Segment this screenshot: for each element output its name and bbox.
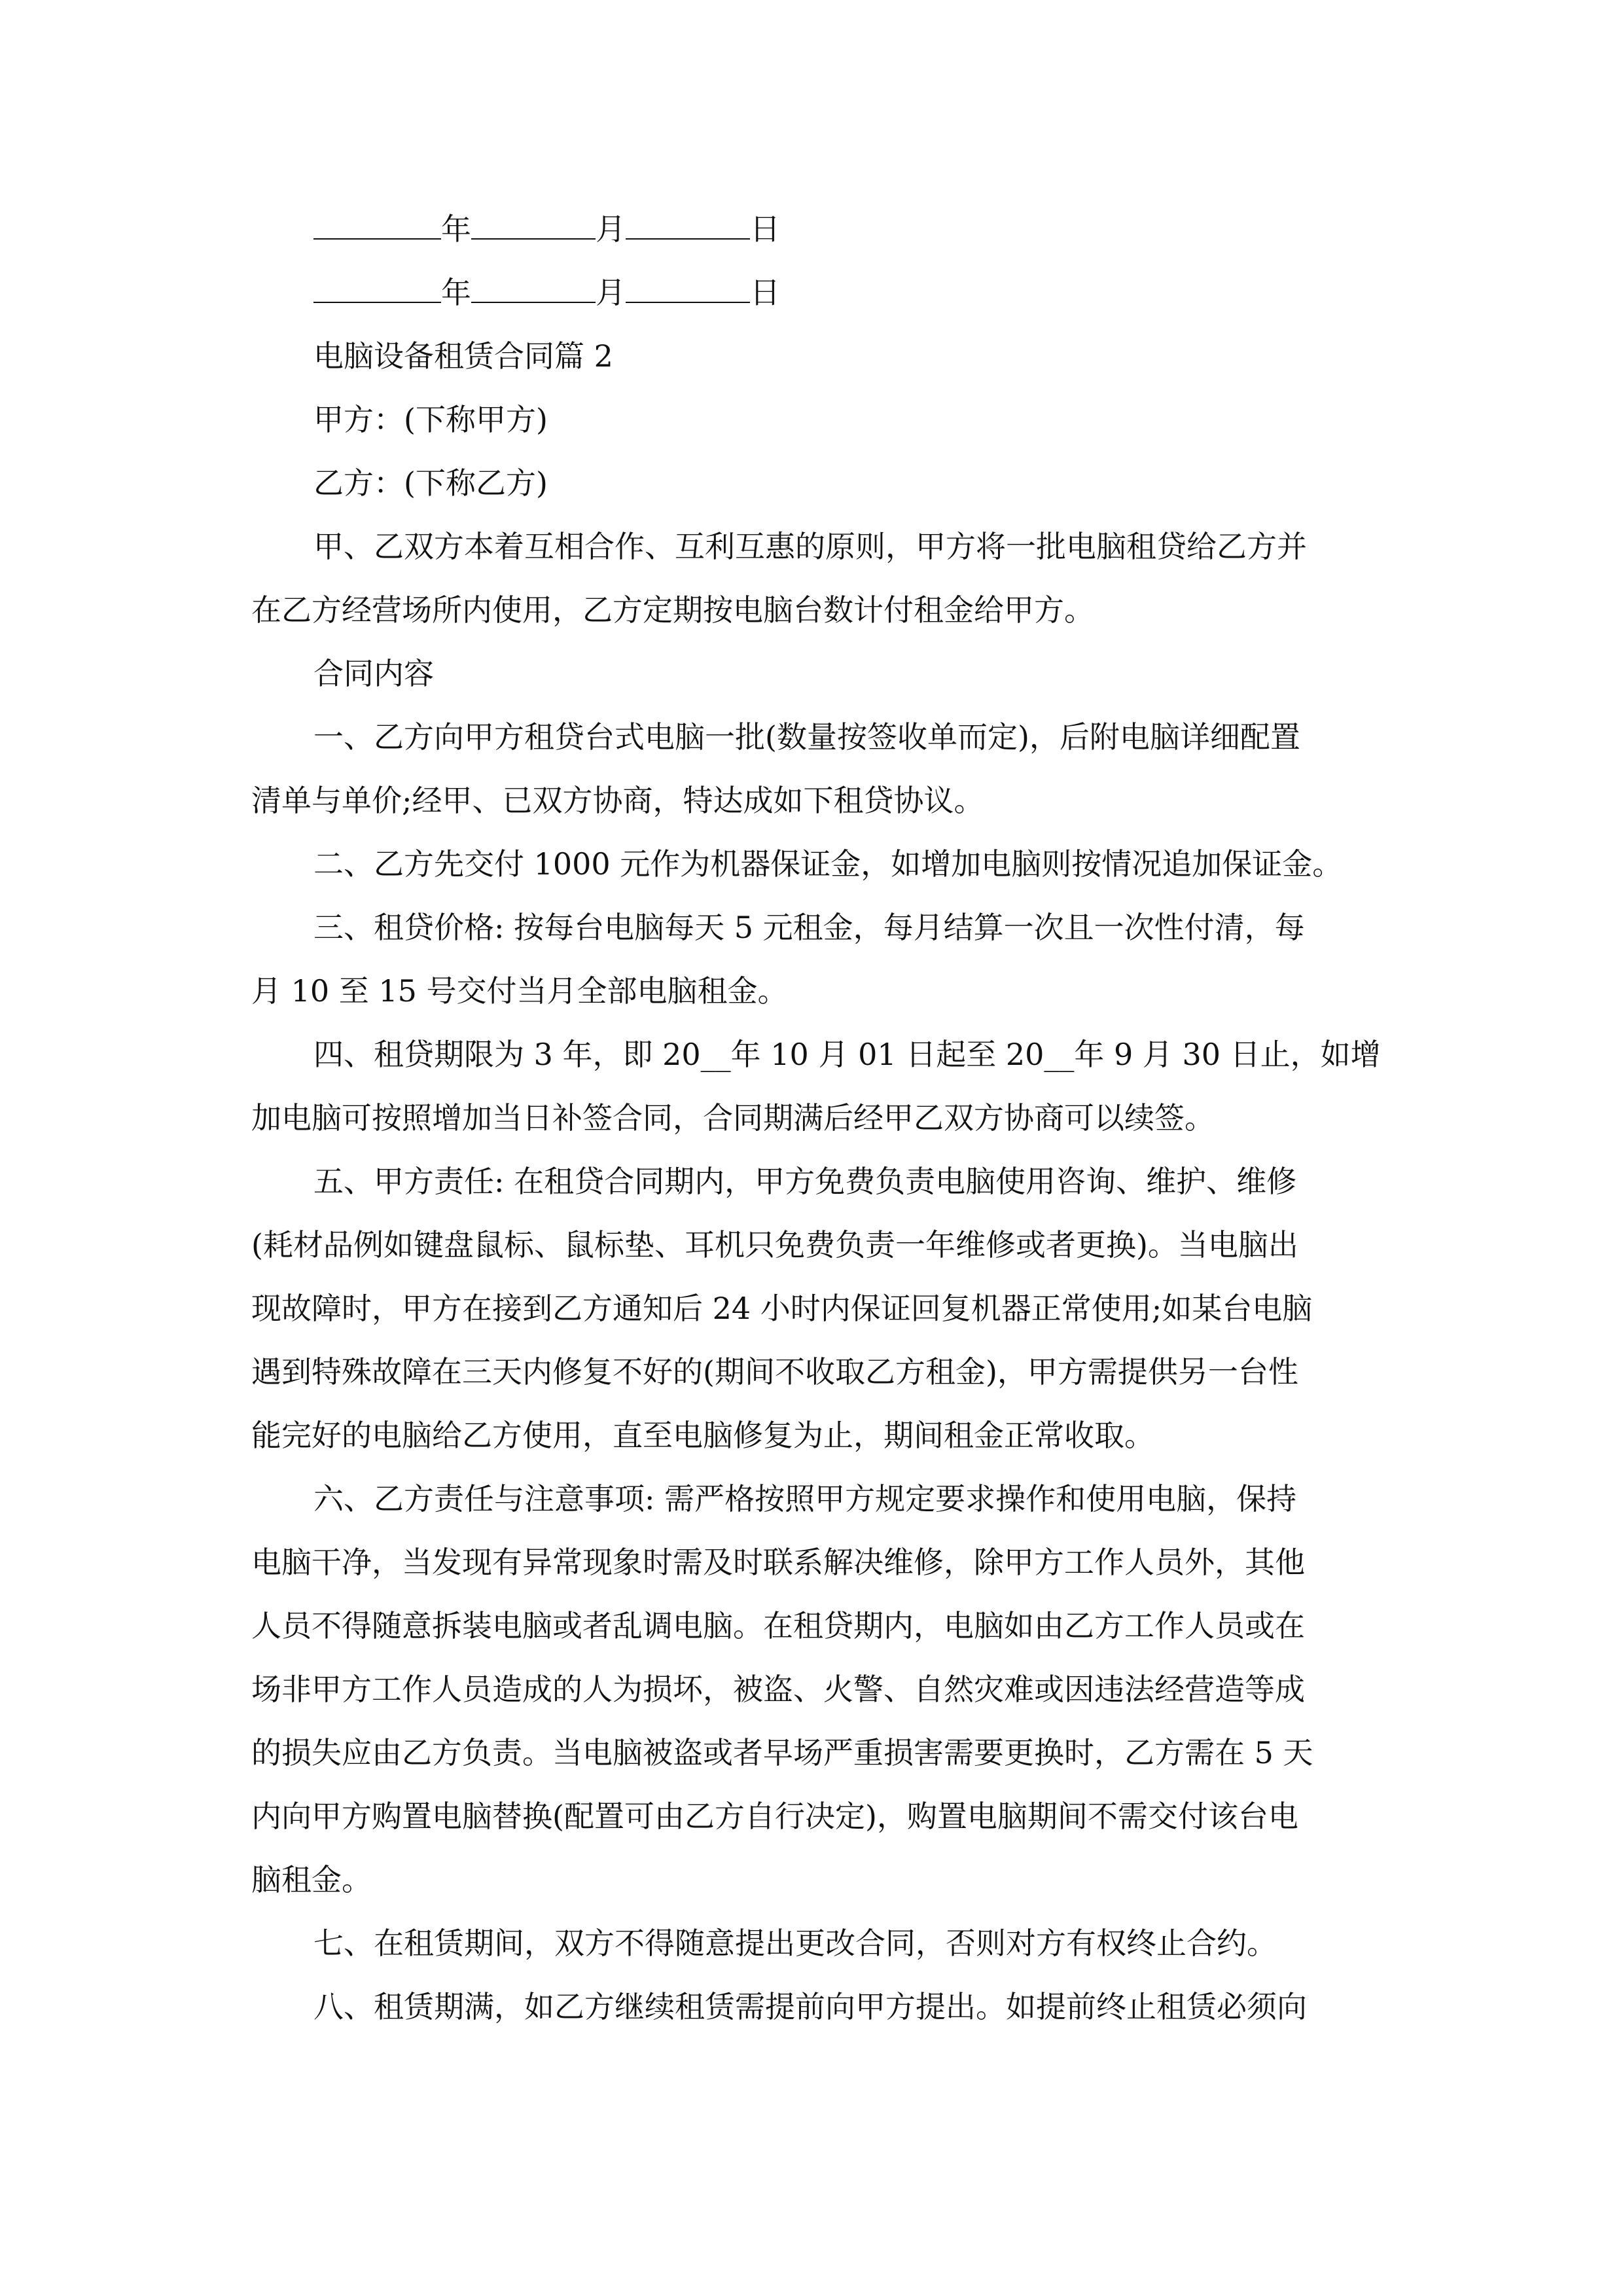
day-blank	[626, 274, 750, 303]
paragraph-line: 一、乙方向甲方租贷台式电脑一批(数量按签收单而定)，后附电脑详细配置	[313, 719, 1300, 755]
paragraph-line: 现故障时，甲方在接到乙方通知后 24 小时内保证回复机器正常使用;如某台电脑	[251, 1291, 1313, 1326]
day-label: 日	[750, 275, 780, 310]
paragraph-line: 加电脑可按照增加当日补签合同，合同期满后经甲乙双方协商可以续签。	[251, 1100, 1215, 1136]
contents-title: 合同内容	[313, 656, 434, 691]
paragraph-line: 月 10 至 15 号交付当月全部电脑租金。	[251, 973, 788, 1009]
paragraph-line: 遇到特殊故障在三天内修复不好的(期间不收取乙方租金)，甲方需提供另一台性	[251, 1354, 1298, 1390]
section-heading: 电脑设备租赁合同篇 2	[313, 338, 613, 374]
paragraph-line: 五、甲方责任: 在租贷合同期内，甲方免费负责电脑使用咨询、维护、维修	[313, 1164, 1297, 1199]
paragraph-line: 脑租金。	[251, 1862, 372, 1897]
paragraph-line: 二、乙方先交付 1000 元作为机器保证金，如增加电脑则按情况追加保证金。	[313, 846, 1343, 882]
paragraph-line: 场非甲方工作人员造成的人为损坏，被盗、火警、自然灾难或因违法经营造等成	[251, 1672, 1305, 1707]
paragraph-line: 人员不得随意拆装电脑或者乱调电脑。在租贷期内，电脑如由乙方工作人员或在	[251, 1608, 1305, 1643]
party-b-line: 乙方：(下称乙方)	[313, 465, 548, 501]
paragraph-line: 的损失应由乙方负责。当电脑被盗或者早场严重损害需要更换时，乙方需在 5 天	[251, 1735, 1313, 1770]
paragraph-line: 甲、乙双方本着互相合作、互利互惠的原则，甲方将一批电脑租贷给乙方并	[313, 529, 1307, 564]
month-blank	[471, 274, 596, 303]
date-line-1	[313, 209, 780, 249]
date-line-2	[313, 273, 780, 312]
day-blank	[626, 211, 750, 240]
paragraph-line: 四、租贷期限为 3 年，即 20__年 10 月 01 日起至 20__年 9 月 30 日止，如增	[313, 1037, 1381, 1072]
month-label: 月	[596, 211, 626, 247]
year-blank	[313, 211, 441, 240]
party-a-line: 甲方：(下称甲方)	[313, 402, 548, 437]
paragraph-line: 清单与单价;经甲、已双方协商，特达成如下租贷协议。	[251, 783, 984, 818]
year-label: 年	[441, 211, 471, 247]
paragraph-line: 三、租贷价格: 按每台电脑每天 5 元租金，每月结算一次且一次性付清，每	[313, 910, 1305, 945]
paragraph-line: 电脑干净，当发现有异常现象时需及时联系解决维修，除甲方工作人员外，其他	[251, 1545, 1305, 1580]
day-label: 日	[750, 211, 780, 247]
month-blank	[471, 211, 596, 240]
paragraph-line: 七、在租赁期间，双方不得随意提出更改合同，否则对方有权终止合约。	[313, 1926, 1277, 1961]
paragraph-line: (耗材品例如键盘鼠标、鼠标垫、耳机只免费负责一年维修或者更换)。当电脑出	[251, 1227, 1298, 1263]
month-label: 月	[596, 275, 626, 310]
paragraph-line: 能完好的电脑给乙方使用，直至电脑修复为止，期间租金正常收取。	[251, 1418, 1154, 1453]
paragraph-line: 六、乙方责任与注意事项: 需严格按照甲方规定要求操作和使用电脑，保持	[313, 1481, 1297, 1516]
year-blank	[313, 274, 441, 303]
paragraph-line: 内向甲方购置电脑替换(配置可由乙方自行决定)，购置电脑期间不需交付该台电	[251, 1799, 1298, 1834]
paragraph-line: 在乙方经营场所内使用，乙方定期按电脑台数计付租金给甲方。	[251, 592, 1094, 628]
year-label: 年	[441, 275, 471, 310]
paragraph-line: 八、租赁期满，如乙方继续租赁需提前向甲方提出。如提前终止租赁必须向	[313, 1989, 1307, 2024]
